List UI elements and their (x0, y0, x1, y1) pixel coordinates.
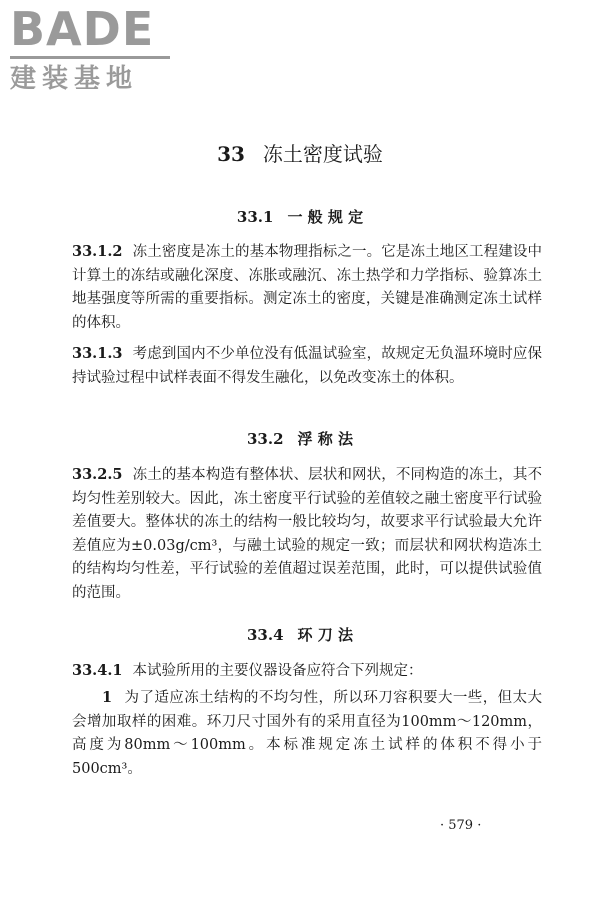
section-number: 33.2 (247, 430, 284, 448)
chapter-number: 33 (217, 142, 245, 166)
chapter-title: 冻土密度试验 (262, 142, 383, 166)
clause-text: 冻土密度是冻土的基本物理指标之一。它是冻土地区工程建设中计算土的冻结或融化深度、冻胀或融沉、冻土热学和力学指标、验算冻土地基强度等所需的重要指标。测定冻土的密度，关键是准确测定冻土试样的体积。 (72, 244, 542, 331)
publisher-logo (10, 4, 180, 95)
list-item-paragraph (72, 686, 542, 781)
clause-paragraph (72, 463, 542, 606)
clause-text: 冻土的基本构造有整体状、层状和网状，不同构造的冻土，其不均匀性差别较大。因此，冻土密度平行试验的差值较之融土密度平行试验差值要大。整体状的冻土的结构一般比较均匀，故要求平行试验最大允许差值应为±0.03g/cm³，与融土试验的规定一致；而层状和网状构造冻土的结构均匀性差，平行试验的差值超过误差范围，此时，可以提供试验值的范围。 (72, 467, 542, 601)
clause-text: 本试验所用的主要仪器设备应符合下列规定： (132, 663, 423, 679)
list-item-number: 1 (102, 689, 113, 706)
page-number: · 579 · (440, 818, 482, 833)
clause-number: 33.2.5 (72, 466, 123, 483)
clause-number: 33.4.1 (72, 662, 123, 679)
clause-number: 33.1.2 (72, 243, 123, 260)
clause-paragraph (72, 240, 542, 335)
section-number: 33.4 (247, 626, 284, 644)
clause-number: 33.1.3 (72, 345, 123, 362)
section-heading (0, 624, 600, 646)
clause-paragraph (72, 659, 542, 684)
clause-text: 考虑到国内不少单位没有低温试验室，故规定无负温环境时应保持试验过程中试样表面不得发生融化，以免改变冻土的体积。 (72, 346, 542, 386)
logo-divider (10, 56, 170, 59)
logo-subtitle: 建装基地 (10, 64, 139, 94)
clause-paragraph (72, 342, 542, 390)
section-number: 33.1 (236, 208, 274, 226)
section-heading (0, 206, 600, 228)
section-title: 环 刀 法 (297, 626, 353, 644)
chapter-heading (0, 140, 600, 168)
section-heading (0, 428, 600, 450)
section-title: 浮 称 法 (297, 430, 353, 448)
logo-brand: BADE (10, 2, 155, 56)
section-title: 一 般 规 定 (287, 208, 364, 226)
list-item-text: 为了适应冻土结构的不均匀性，所以环刀容积要大一些，但太大会增加取样的困难。环刀尺寸国外有的采用直径为100mm～120mm，高度为80mm～100mm。本标准规定冻土试样的体积不得小于500cm³。 (72, 690, 542, 777)
